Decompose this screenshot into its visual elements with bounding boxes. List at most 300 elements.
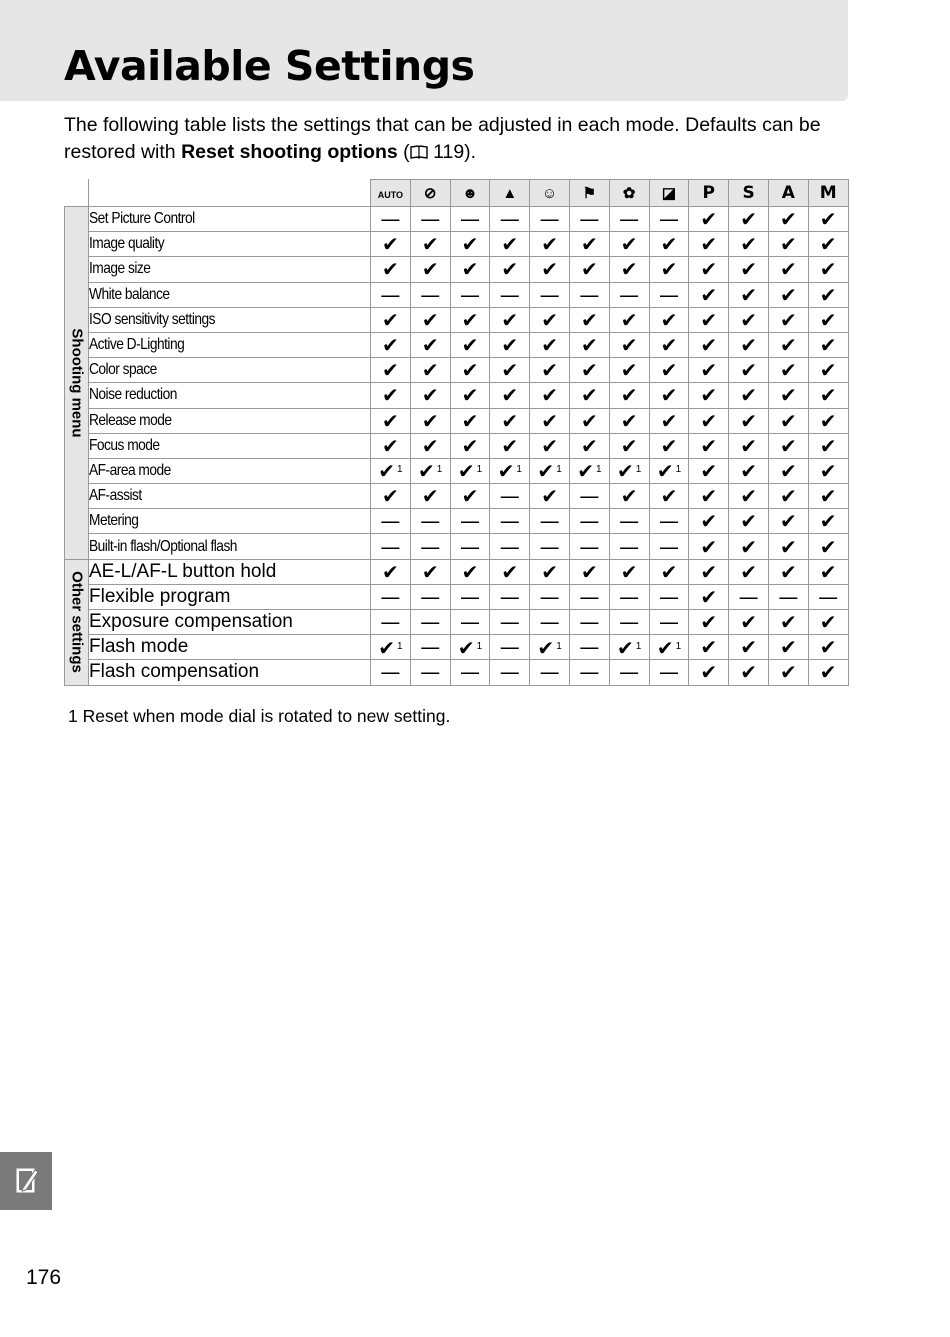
check-mark: ✔ (779, 358, 797, 383)
available-check-cell (410, 559, 450, 584)
check-mark: ✔ (541, 408, 558, 433)
setting-label: Set Picture Control (89, 210, 195, 228)
dash-mark: — (579, 207, 600, 232)
check-mark: ✔ (819, 257, 837, 282)
setting-label-cell (89, 332, 371, 357)
available-check-cell (569, 433, 609, 458)
check-mark: ✔ (779, 333, 797, 358)
dash-mark: — (619, 660, 640, 685)
available-check-cell (450, 358, 490, 383)
unavailable-dash-cell (490, 534, 530, 559)
unavailable-dash-cell (490, 484, 530, 509)
table-row (65, 509, 849, 534)
check-mark: ✔ (501, 307, 519, 332)
unavailable-dash-cell (609, 534, 649, 559)
check-mark: ✔ (421, 257, 439, 282)
group-label: Other settings (68, 571, 85, 673)
check-mark: ✔ (501, 232, 519, 257)
unavailable-dash-cell (450, 509, 490, 534)
check-mark: ✔ (819, 358, 837, 383)
dash-mark: — (420, 584, 441, 609)
unavailable-dash-cell (530, 584, 570, 609)
footnote-ref: 1 (397, 464, 403, 476)
table-row (65, 534, 849, 559)
unavailable-dash-cell (450, 584, 490, 609)
available-check-cell (371, 635, 411, 660)
available-check-cell (689, 660, 729, 685)
check-mark: ✔ (421, 307, 439, 332)
title-band (0, 0, 848, 101)
mode-column-s (729, 180, 769, 207)
available-check-cell (450, 257, 490, 282)
check-mark: ✔ (457, 635, 475, 660)
check-mark: ✔ (779, 509, 797, 534)
available-check-cell (530, 458, 570, 483)
check-mark: ✔ (740, 610, 757, 635)
available-check-cell (808, 509, 848, 534)
check-mark: ✔ (700, 358, 718, 383)
dash-mark: — (539, 534, 560, 559)
check-mark: ✔ (617, 635, 634, 660)
table-row (65, 257, 849, 282)
available-check-cell (808, 257, 848, 282)
table-row (65, 332, 849, 357)
check-mark: ✔ (819, 660, 837, 685)
setting-label: Built-in flash/Optional flash (89, 537, 237, 555)
available-check-cell (490, 332, 530, 357)
available-check-cell (450, 635, 490, 660)
check-mark: ✔ (537, 635, 555, 660)
available-check-cell (808, 458, 848, 483)
available-check-cell (649, 635, 689, 660)
unavailable-dash-cell (371, 207, 411, 232)
dash-mark: — (380, 660, 401, 685)
check-mark: ✔ (581, 408, 598, 433)
check-mark: ✔ (620, 333, 638, 358)
available-check-cell (729, 257, 769, 282)
side-tab (0, 1152, 52, 1210)
available-check-cell (490, 232, 530, 257)
check-mark: ✔ (421, 383, 439, 408)
available-check-cell (450, 458, 490, 483)
pencil-note-icon (15, 1166, 39, 1196)
check-mark: ✔ (700, 383, 718, 408)
unavailable-dash-cell (768, 584, 808, 609)
setting-label-cell (89, 584, 371, 609)
check-mark: ✔ (461, 408, 479, 433)
check-mark: ✔ (819, 333, 837, 358)
available-check-cell (689, 433, 729, 458)
check-mark: ✔ (740, 660, 757, 685)
dash-mark: — (380, 207, 401, 232)
check-mark: ✔ (620, 383, 638, 408)
check-mark: ✔ (740, 333, 757, 358)
unavailable-dash-cell (410, 635, 450, 660)
check-mark: ✔ (660, 257, 678, 282)
intro-page-ref: 119). (427, 141, 477, 163)
check-mark: ✔ (779, 458, 797, 483)
table-row (65, 408, 849, 433)
available-check-cell (689, 408, 729, 433)
available-check-cell (371, 433, 411, 458)
dash-mark: — (539, 282, 560, 307)
check-mark: ✔ (740, 534, 757, 559)
available-check-cell (729, 484, 769, 509)
landscape-icon: ▲ (502, 185, 518, 202)
available-check-cell (768, 307, 808, 332)
setting-label: Image size (89, 260, 151, 278)
check-mark: ✔ (660, 484, 678, 509)
available-check-cell (371, 458, 411, 483)
available-check-cell (768, 232, 808, 257)
dash-mark: — (579, 610, 600, 635)
available-check-cell (808, 307, 848, 332)
available-check-cell (530, 433, 570, 458)
dash-mark: — (579, 484, 600, 509)
dash-mark: — (459, 282, 480, 307)
available-check-cell (609, 635, 649, 660)
available-check-cell (490, 559, 530, 584)
unavailable-dash-cell (490, 610, 530, 635)
unavailable-dash-cell (530, 610, 570, 635)
available-check-cell (729, 433, 769, 458)
unavailable-dash-cell (530, 282, 570, 307)
check-mark: ✔ (461, 484, 479, 509)
dash-mark: — (499, 282, 520, 307)
check-mark: ✔ (382, 333, 399, 358)
setting-label: Color space (89, 361, 157, 379)
check-mark: ✔ (541, 358, 558, 383)
available-check-cell (689, 282, 729, 307)
available-check-cell (649, 358, 689, 383)
dash-mark: — (459, 584, 480, 609)
unavailable-dash-cell (569, 509, 609, 534)
check-mark: ✔ (740, 408, 757, 433)
unavailable-dash-cell (609, 610, 649, 635)
check-mark: ✔ (700, 484, 718, 509)
dash-mark: — (539, 610, 560, 635)
check-mark: ✔ (819, 282, 837, 307)
available-check-cell (649, 332, 689, 357)
dash-mark: — (658, 660, 679, 685)
setting-label: White balance (89, 285, 170, 303)
available-check-cell (729, 332, 769, 357)
intro-paragraph (64, 112, 854, 166)
check-mark: ✔ (461, 333, 479, 358)
check-mark: ✔ (779, 635, 797, 660)
setting-label-cell (89, 635, 371, 660)
available-check-cell (689, 559, 729, 584)
check-mark: ✔ (382, 358, 399, 383)
check-mark: ✔ (700, 408, 718, 433)
available-check-cell (808, 559, 848, 584)
dash-mark: — (499, 484, 520, 509)
available-check-cell (689, 207, 729, 232)
unavailable-dash-cell (569, 610, 609, 635)
setting-label: Release mode (89, 411, 172, 429)
available-check-cell (768, 332, 808, 357)
dash-mark: — (619, 509, 640, 534)
unavailable-dash-cell (609, 509, 649, 534)
available-check-cell (410, 307, 450, 332)
unavailable-dash-cell (450, 610, 490, 635)
check-mark: ✔ (700, 534, 718, 559)
dash-mark: — (420, 282, 441, 307)
available-check-cell (768, 282, 808, 307)
check-mark: ✔ (819, 383, 837, 408)
dash-mark: — (380, 534, 401, 559)
check-mark: ✔ (461, 433, 479, 458)
check-mark: ✔ (620, 307, 638, 332)
available-check-cell (768, 433, 808, 458)
footnote-ref: 1 (635, 464, 642, 476)
check-mark: ✔ (461, 307, 479, 332)
available-check-cell (609, 383, 649, 408)
setting-label: AE-L/AF-L button hold (89, 560, 277, 582)
available-check-cell (808, 610, 848, 635)
unavailable-dash-cell (569, 484, 609, 509)
unavailable-dash-cell (569, 534, 609, 559)
check-mark: ✔ (740, 307, 757, 332)
mode-column-night-portrait (649, 180, 689, 207)
check-mark: ✔ (501, 257, 519, 282)
available-check-cell (808, 660, 848, 685)
check-mark: ✔ (700, 635, 718, 660)
unavailable-dash-cell (569, 660, 609, 685)
check-mark: ✔ (740, 207, 757, 232)
available-check-cell (490, 358, 530, 383)
table-row (65, 610, 849, 635)
mode-column-close-up (609, 180, 649, 207)
check-mark: ✔ (819, 484, 837, 509)
setting-label-cell (89, 257, 371, 282)
auto-mode-icon: AUTO (377, 190, 404, 200)
available-check-cell (490, 307, 530, 332)
available-check-cell (530, 232, 570, 257)
check-mark: ✔ (740, 257, 757, 282)
check-mark: ✔ (779, 610, 797, 635)
check-mark: ✔ (779, 383, 797, 408)
mode-column-p (689, 180, 729, 207)
dash-mark: — (619, 207, 640, 232)
setting-label-cell (89, 534, 371, 559)
footnote-ref: 1 (675, 640, 682, 652)
check-mark: ✔ (660, 358, 678, 383)
footnote-ref: 1 (595, 464, 602, 476)
available-check-cell (808, 433, 848, 458)
check-mark: ✔ (700, 282, 718, 307)
available-check-cell (689, 332, 729, 357)
available-check-cell (371, 257, 411, 282)
available-check-cell (410, 458, 450, 483)
available-check-cell (609, 559, 649, 584)
available-check-cell (689, 307, 729, 332)
unavailable-dash-cell (569, 207, 609, 232)
available-check-cell (450, 433, 490, 458)
group-label-cell (65, 559, 89, 685)
check-mark: ✔ (660, 408, 678, 433)
available-check-cell (371, 358, 411, 383)
check-mark: ✔ (620, 559, 638, 584)
table-row (65, 358, 849, 383)
setting-label: Focus mode (89, 436, 160, 454)
available-check-cell (450, 383, 490, 408)
available-check-cell (530, 307, 570, 332)
unavailable-dash-cell (808, 584, 848, 609)
check-mark: ✔ (740, 635, 757, 660)
table-row (65, 635, 849, 660)
table-row (65, 484, 849, 509)
check-mark: ✔ (421, 433, 439, 458)
check-mark: ✔ (740, 509, 757, 534)
setting-label: Flash mode (89, 636, 189, 658)
check-mark: ✔ (660, 383, 678, 408)
dash-mark: — (380, 509, 401, 534)
intro-text: The following table lists the settings that can be adjusted in each mode. Defaults can be restored with (64, 114, 821, 163)
check-mark: ✔ (421, 358, 439, 383)
available-check-cell (609, 433, 649, 458)
available-check-cell (450, 232, 490, 257)
available-check-cell (808, 207, 848, 232)
available-check-cell (689, 534, 729, 559)
available-check-cell (649, 433, 689, 458)
check-mark: ✔ (740, 358, 757, 383)
available-check-cell (808, 358, 848, 383)
available-check-cell (569, 232, 609, 257)
check-mark: ✔ (421, 333, 439, 358)
check-mark: ✔ (382, 559, 399, 584)
dash-mark: — (738, 584, 759, 609)
unavailable-dash-cell (371, 610, 411, 635)
check-mark: ✔ (581, 232, 598, 257)
unavailable-dash-cell (490, 584, 530, 609)
check-mark: ✔ (779, 282, 797, 307)
check-mark: ✔ (779, 660, 797, 685)
available-check-cell (490, 458, 530, 483)
available-check-cell (410, 484, 450, 509)
setting-label: Flash compensation (89, 661, 260, 683)
available-check-cell (450, 408, 490, 433)
available-check-cell (410, 433, 450, 458)
dash-mark: — (539, 660, 560, 685)
available-check-cell (530, 257, 570, 282)
check-mark: ✔ (537, 459, 555, 484)
check-mark: ✔ (819, 458, 837, 483)
setting-label-cell (89, 458, 371, 483)
unavailable-dash-cell (490, 509, 530, 534)
check-mark: ✔ (620, 484, 638, 509)
dash-mark: — (499, 534, 520, 559)
check-mark: ✔ (779, 232, 797, 257)
check-mark: ✔ (660, 307, 678, 332)
check-mark: ✔ (541, 307, 558, 332)
check-mark: ✔ (421, 559, 439, 584)
available-check-cell (808, 383, 848, 408)
available-check-cell (609, 332, 649, 357)
available-check-cell (768, 534, 808, 559)
unavailable-dash-cell (530, 534, 570, 559)
unavailable-dash-cell (649, 207, 689, 232)
check-mark: ✔ (740, 383, 757, 408)
available-check-cell (490, 383, 530, 408)
available-check-cell (530, 408, 570, 433)
unavailable-dash-cell (410, 509, 450, 534)
check-mark: ✔ (740, 232, 757, 257)
available-settings-table (64, 179, 849, 686)
check-mark: ✔ (378, 635, 395, 660)
check-mark: ✔ (461, 232, 479, 257)
dash-mark: — (579, 534, 600, 559)
available-check-cell (410, 257, 450, 282)
available-check-cell (410, 383, 450, 408)
unavailable-dash-cell (649, 509, 689, 534)
available-check-cell (768, 484, 808, 509)
check-mark: ✔ (700, 307, 718, 332)
available-check-cell (729, 307, 769, 332)
available-check-cell (530, 559, 570, 584)
setting-label-cell (89, 509, 371, 534)
available-check-cell (371, 232, 411, 257)
unavailable-dash-cell (410, 660, 450, 685)
unavailable-dash-cell (649, 660, 689, 685)
check-mark: ✔ (418, 459, 435, 484)
dash-mark: — (499, 207, 520, 232)
check-mark: ✔ (541, 232, 558, 257)
check-mark: ✔ (421, 408, 439, 433)
mode-column-sports (569, 180, 609, 207)
dash-mark: — (459, 610, 480, 635)
unavailable-dash-cell (490, 660, 530, 685)
unavailable-dash-cell (410, 584, 450, 609)
dash-mark: — (420, 660, 441, 685)
mode-column-portrait (450, 180, 490, 207)
check-mark: ✔ (581, 358, 598, 383)
available-check-cell (729, 660, 769, 685)
close-up-icon: ✿ (622, 185, 636, 202)
available-check-cell (689, 458, 729, 483)
available-check-cell (649, 408, 689, 433)
available-check-cell (768, 207, 808, 232)
check-mark: ✔ (620, 257, 638, 282)
check-mark: ✔ (620, 358, 638, 383)
available-check-cell (768, 383, 808, 408)
table-row (65, 232, 849, 257)
book-reference-icon (410, 145, 428, 159)
dash-mark: — (499, 610, 520, 635)
available-check-cell (609, 257, 649, 282)
mode-column-m (808, 180, 848, 207)
check-mark: ✔ (541, 257, 558, 282)
footnote-ref: 1 (635, 640, 642, 652)
dash-mark: — (420, 207, 441, 232)
check-mark: ✔ (740, 458, 757, 483)
check-mark: ✔ (700, 257, 718, 282)
unavailable-dash-cell (609, 660, 649, 685)
table-row (65, 383, 849, 408)
available-check-cell (371, 307, 411, 332)
setting-label: AF-assist (89, 487, 142, 505)
unavailable-dash-cell (609, 207, 649, 232)
table-header-row (65, 180, 849, 207)
check-mark: ✔ (660, 232, 678, 257)
available-check-cell (808, 635, 848, 660)
available-check-cell (371, 383, 411, 408)
setting-label: Image quality (89, 235, 165, 253)
check-mark: ✔ (382, 383, 399, 408)
check-mark: ✔ (421, 232, 439, 257)
check-mark: ✔ (577, 459, 594, 484)
available-check-cell (450, 559, 490, 584)
